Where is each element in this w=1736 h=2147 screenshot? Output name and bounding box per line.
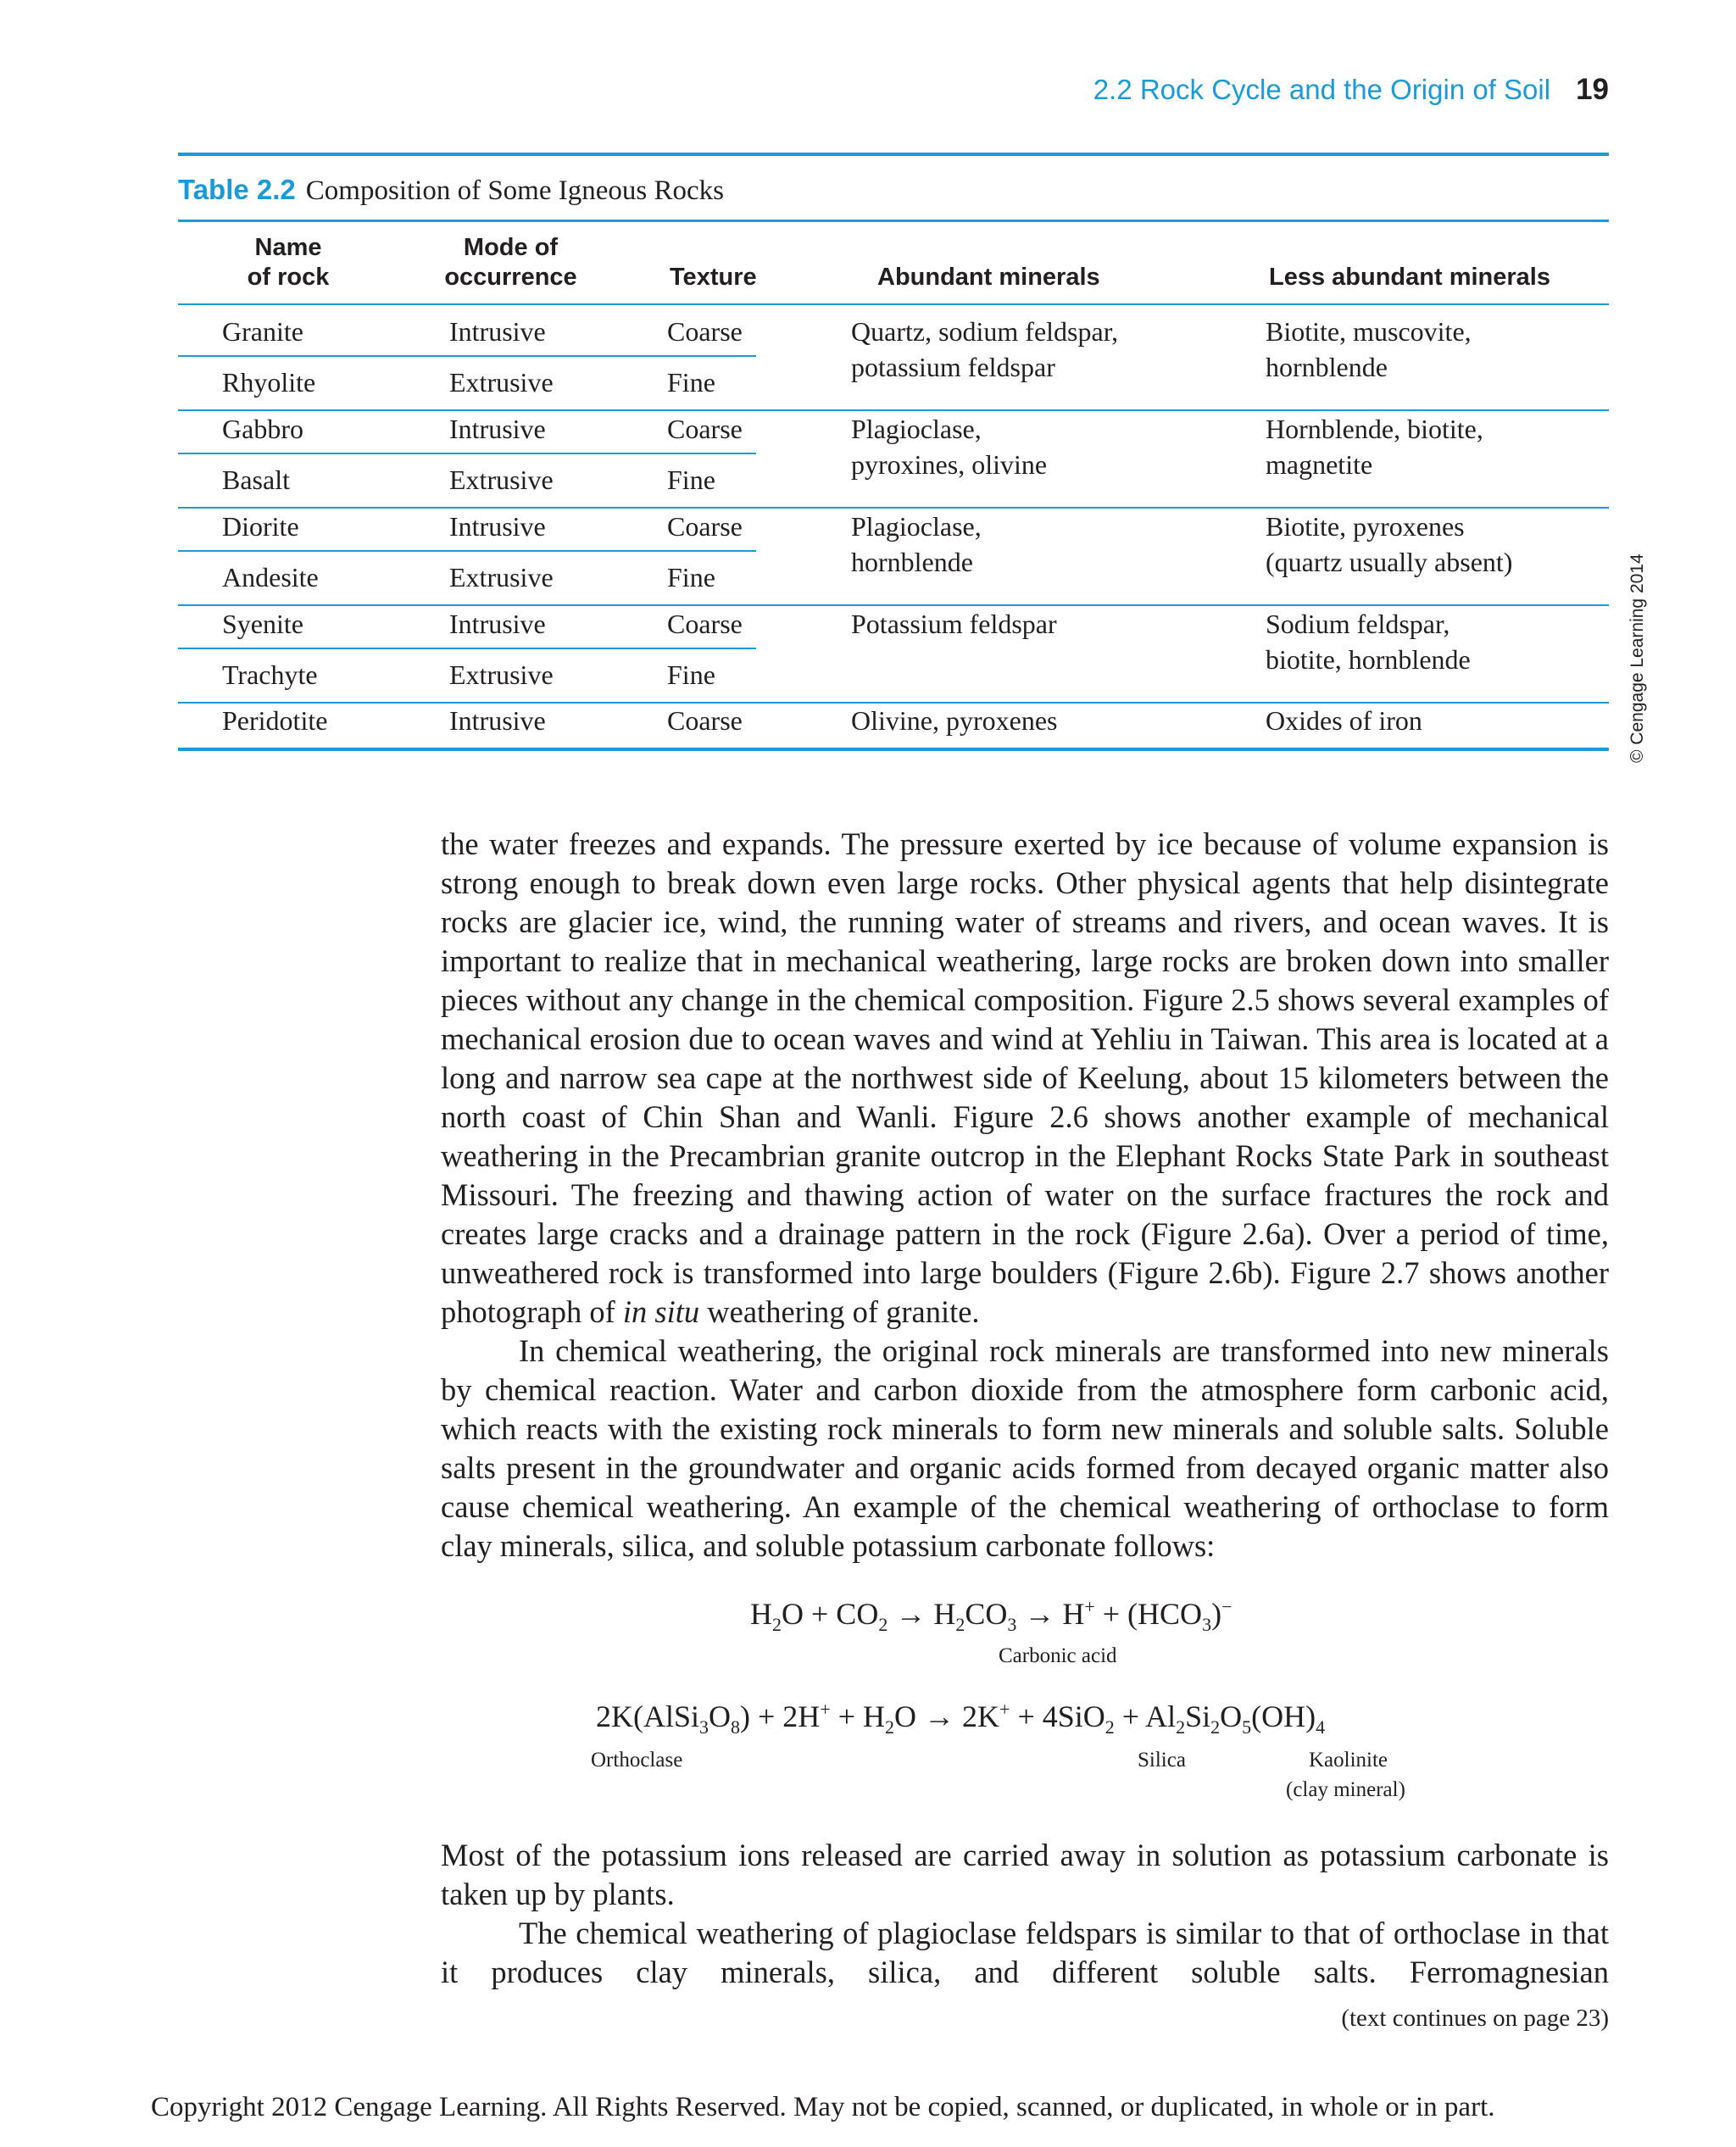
table-top-rule	[178, 153, 1609, 156]
cell-abundant: potassium feldspar	[851, 352, 1055, 382]
table-credit: © Cengage Learning 2014	[1628, 553, 1647, 763]
cell-mode: Intrusive	[449, 414, 546, 444]
cell-less-abundant: Hornblende, biotite,	[1266, 414, 1483, 444]
table-caption	[178, 174, 724, 207]
col-header-name-line1: Name	[254, 234, 322, 261]
cell-less-abundant: magnetite	[1266, 449, 1373, 480]
cell-name: Rhyolite	[222, 367, 316, 398]
cell-abundant: Plagioclase,	[851, 511, 982, 542]
cell-name: Andesite	[222, 562, 319, 592]
row-divider	[178, 550, 756, 552]
cell-mode: Extrusive	[449, 562, 554, 592]
paragraph-1-tail: weathering of granite.	[699, 1294, 980, 1329]
running-head	[1093, 73, 1609, 107]
table-header-rule	[178, 303, 1609, 305]
cell-texture: Coarse	[667, 414, 743, 444]
table-bottom-rule	[178, 748, 1609, 751]
cell-less-abundant: Oxides of iron	[1266, 705, 1422, 736]
page-number: 19	[1576, 73, 1609, 106]
col-header-mode-line2: occurrence	[444, 264, 577, 291]
label-clay-mineral: (clay mineral)	[1286, 1778, 1405, 1801]
paragraph-4: The chemical weathering of plagioclase feldspars is similar to that of orthoclase in that it produces clay minerals, silica, and different soluble salts. Ferromagnesian	[441, 1916, 1609, 1989]
col-header-name-line2: of rock	[247, 264, 330, 291]
cell-less-abundant: hornblende	[1266, 352, 1388, 382]
paragraph-1-text: the water freezes and expands. The pressure exerted by ice because of volume expansion is strong enough to break down even large rocks. Other physical agents that help disintegrate rocks are glacier ice, wind, the running water of streams and rivers, and ocean waves. It is important to realize that in mechanical weathering, large rocks are broken down into smaller pieces without any change in the chemical composition. Figure 2.5 shows several examples of mechanical erosion due to ocean waves and wind at Yehliu in Taiwan. This area is located at a long and narrow sea cape at the northwest side of Keelung, about 15 kilometers between the north coast of Chin Shan and Wanli. Figure 2.6 shows another example of mechanical weathering in the Precambrian granite outcrop in the Elephant Rocks State Park in southeast Missouri. The freezing and thawing action of water on the surface fractures the rock and creates large cracks and a drainage pattern in the rock (Figure 2.6a). Over a period of time, unweathered rock is transformed into large boulders (Figure 2.6b). Figure 2.7 shows another photograph of	[441, 826, 1609, 1329]
body-text-block-2	[441, 1836, 1609, 1992]
col-header-name	[246, 233, 331, 292]
cell-mode: Extrusive	[449, 367, 554, 398]
cell-name: Syenite	[222, 609, 303, 639]
cell-mode: Intrusive	[449, 705, 546, 736]
label-kaolinite: Kaolinite	[1309, 1749, 1388, 1772]
table-caption-rule	[178, 220, 1609, 222]
continuation-note: (text continues on page 23)	[1341, 2005, 1609, 2032]
cell-mode: Intrusive	[449, 511, 546, 542]
cell-abundant: hornblende	[851, 547, 973, 577]
cell-texture: Coarse	[667, 705, 743, 736]
col-header-mode-line1: Mode of	[463, 234, 559, 261]
col-header-mode	[441, 233, 581, 292]
cell-abundant: pyroxines, olivine	[851, 449, 1048, 480]
cell-less-abundant: Biotite, muscovite,	[1266, 316, 1472, 347]
cell-texture: Coarse	[667, 511, 743, 542]
cell-texture: Fine	[667, 367, 715, 398]
body-text-block-1	[441, 825, 1609, 1566]
row-divider	[178, 453, 756, 454]
cell-less-abundant: Biotite, pyroxenes	[1266, 511, 1465, 542]
row-divider	[178, 648, 756, 649]
row-divider	[178, 355, 756, 357]
label-silica: Silica	[1138, 1749, 1186, 1772]
paragraph-1-italic: in situ	[622, 1294, 700, 1329]
cell-abundant: Plagioclase,	[851, 414, 982, 444]
cell-name: Trachyte	[222, 659, 318, 690]
paragraph-2: In chemical weathering, the original rock minerals are transformed into new minerals by chemical reaction. Water and carbon dioxide from the atmosphere form carbonic acid, which reacts with the existing rock minerals to form new minerals and soluble salts. Soluble salts present in the groundwater and organic acids formed from decayed organic matter also cause chemical weathering. An example of the chemical weathering of orthoclase to form clay minerals, silica, and soluble potassium carbonate follows:	[441, 1333, 1609, 1563]
cell-less-abundant: biotite, hornblende	[1266, 644, 1471, 675]
cell-name: Peridotite	[222, 705, 328, 736]
cell-mode: Intrusive	[449, 609, 546, 639]
cell-mode: Extrusive	[449, 659, 554, 690]
equation-orthoclase-weathering: $2K(AlSi_3O_8) + 2H^+ + H_2O \to 2K^+ + 4SiO_2 + Al_2Si_2O_5(OH)_4$	[596, 1699, 1326, 1738]
equation-carbonic-acid: $H_2O + CO_2 \to H_2CO_3 \to H^+ + (HCO_3)^-$	[750, 1596, 1232, 1636]
cell-abundant: Quartz, sodium feldspar,	[851, 316, 1119, 347]
cell-mode: Extrusive	[449, 464, 554, 495]
cell-name: Basalt	[222, 464, 290, 495]
cell-abundant: Potassium feldspar	[851, 609, 1057, 639]
cell-texture: Coarse	[667, 316, 743, 347]
table-label: Table 2.2	[178, 174, 296, 205]
col-header-less-abundant: Less abundant minerals	[1269, 264, 1550, 291]
cell-name: Granite	[222, 316, 303, 347]
cell-abundant: Olivine, pyroxenes	[851, 705, 1058, 736]
cell-texture: Coarse	[667, 609, 743, 639]
copyright-footer: Copyright 2012 Cengage Learning. All Rights Reserved. May not be copied, scanned, or duplicated, in whole or in part.	[151, 2092, 1495, 2122]
cell-name: Gabbro	[222, 414, 303, 444]
cell-less-abundant: Sodium feldspar,	[1266, 609, 1450, 639]
table-title: Composition of Some Igneous Rocks	[305, 175, 724, 206]
cell-texture: Fine	[667, 659, 715, 690]
cell-texture: Fine	[667, 562, 715, 592]
paragraph-1	[441, 825, 1609, 1332]
label-orthoclase: Orthoclase	[591, 1749, 683, 1772]
cell-name: Diorite	[222, 511, 299, 542]
paragraph-3: Most of the potassium ions released are carried away in solution as potassium carbonate is taken up by plants.	[441, 1838, 1609, 1911]
cell-texture: Fine	[667, 464, 715, 495]
section-title: 2.2 Rock Cycle and the Origin of Soil	[1093, 74, 1551, 105]
col-header-texture: Texture	[670, 264, 757, 291]
col-header-abundant: Abundant minerals	[877, 264, 1100, 291]
cell-mode: Intrusive	[449, 316, 546, 347]
cell-less-abundant: (quartz usually absent)	[1266, 547, 1513, 577]
label-carbonic-acid: Carbonic acid	[999, 1644, 1117, 1667]
